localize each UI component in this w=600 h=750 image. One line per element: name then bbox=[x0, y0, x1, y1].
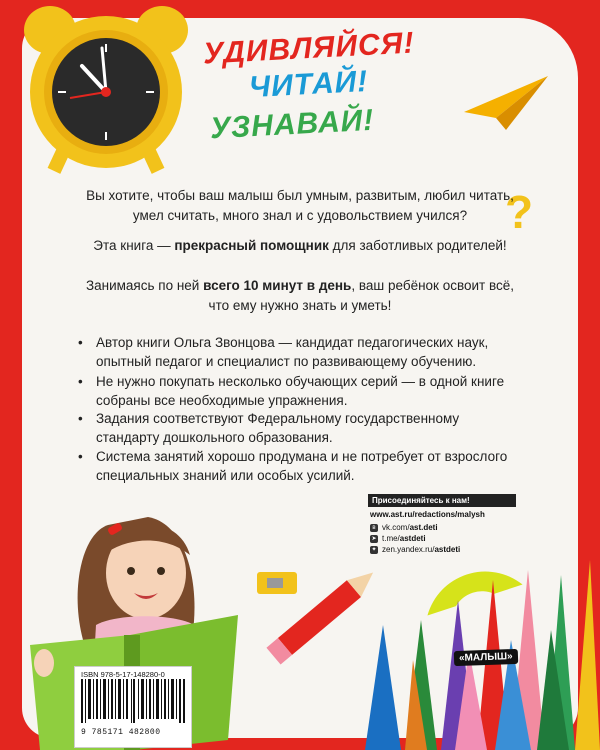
zen-icon: ✦ bbox=[371, 546, 377, 553]
bullet-item: • Не нужно покупать несколько обучающих серий — в одной книге собраны все необходимые упражнения. bbox=[78, 374, 505, 408]
social-link-zen[interactable]: ✦ zen.yandex.ru/ astdeti bbox=[371, 545, 461, 554]
telegram-icon: ➤ bbox=[371, 535, 377, 542]
paper-plane-icon bbox=[462, 72, 552, 132]
alarm-clock-illustration bbox=[12, 0, 202, 175]
barcode-digits: 9 785171 482800 bbox=[81, 728, 161, 737]
bullet-item: • Автор книги Ольга Звонцова — кандидат педагогических наук, опытный педагог и специалист по развивающему обучению. bbox=[78, 335, 489, 369]
social-header: Присоединяйтесь к нам! bbox=[368, 494, 516, 507]
isbn-barcode bbox=[74, 666, 192, 748]
headline-3: УЗНАВАЙ! bbox=[209, 103, 376, 146]
bullet-item: • Задания соответствуют Федеральному государственному стандарту дошкольного образования. bbox=[78, 411, 460, 445]
question-mark-icon: ? bbox=[505, 186, 534, 238]
pencils-illustration bbox=[255, 530, 600, 750]
headline-2: ЧИТАЙ! bbox=[248, 64, 369, 105]
publisher-logo: «МАЛЫШ» bbox=[454, 649, 518, 666]
social-link-vk[interactable]: в vk.com/ ast.deti bbox=[370, 523, 516, 532]
intro-text: Вы хотите, чтобы ваш малыш был умным, развитым, любил читать, умел считать, много знал и с удовольствием учился? bbox=[86, 188, 514, 223]
vk-icon: в bbox=[370, 524, 378, 532]
daily-text: Занимаясь по ней всего 10 минут в день, ваш ребёнок освоит всё, что ему нужно знать и уметь! bbox=[85, 278, 514, 313]
barcode-icon bbox=[81, 679, 185, 723]
social-site-link[interactable]: www.ast.ru/redactions/malysh bbox=[370, 510, 485, 519]
social-link-telegram[interactable]: ➤ t.me/ astdeti bbox=[371, 534, 426, 543]
helper-text: Эта книга — прекрасный помощник для заботливых родителей! bbox=[93, 238, 507, 253]
bullet-item: • Система занятий хорошо продумана и не потребует от взрослого специальных знаний или особых усилий. bbox=[78, 449, 508, 483]
headline-1: УДИВЛЯЙСЯ! bbox=[202, 26, 416, 71]
isbn-label: ISBN 978-5-17-148280-0 bbox=[81, 670, 165, 679]
